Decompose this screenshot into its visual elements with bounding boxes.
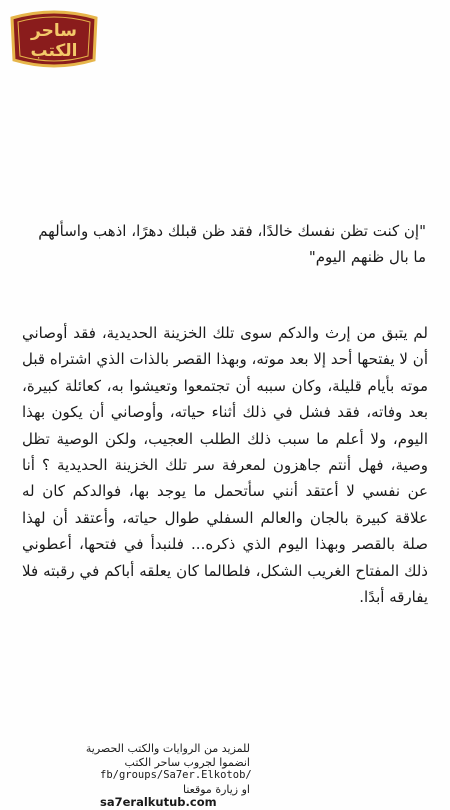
site-logo [8, 8, 100, 70]
promo-footer [85, 742, 252, 810]
paragraph-text: لم يتبق من إرث والدكم سوى تلك الخزينة الحديدية، فقد أوصاني أن لا يفتحها أحد إلا بعد موته، وبهذا القصر بالذات الذي اشتراه قبل موته بأيام قليلة، وكان سببه أن تجتمعوا وتعيشوا به، كعائلة كبيرة، بعد وفاته، فقد فشل في ذلك أثناء حياته، وأوصاني أن يكون بهذا اليوم، ولا أعلم ما سبب ذلك الطلب العجيب، ولكن الوصية تظل وصية، فهل أنتم جاهزون لمعرفة سر تلك الخزينة الحديدية ؟ أنا عن نفسي لا أعتقد أنني سأتحمل ما يوجد بها، فوالدكم كان له علاقة كبيرة بالجان والعالم السفلي طوال حياته، وأعتقد أن لهذا صلة بالقصر وبهذا اليوم الذي ذكره... فلنبدأ في فتحها، أعطوني ذلك المفتاح الغريب الشكل، فلطالما كان يعلقه أباكم في رقبته فلا يفارقه أبدًا. [22, 324, 428, 607]
website-link[interactable]: sa7eralkutub.com [100, 795, 217, 809]
story-paragraph [22, 320, 428, 610]
svg-text:الكتب: الكتب [30, 41, 78, 61]
facebook-group-link[interactable]: fb/groups/Sa7er.Elkotob/ [100, 769, 252, 781]
footer-line-more: للمزيد من الروايات والكتب الحصرية [85, 742, 250, 755]
svg-text:ساحر: ساحر [31, 21, 77, 41]
quote-line-1: "إن كنت تظن نفسك خالدًا، فقد ظن قبلك دهرًا، اذهب واسألهم [38, 222, 426, 240]
opening-quote [24, 218, 426, 270]
footer-line-visit: او زيارة موقعنا [183, 782, 250, 796]
footer-line-join: انضموا لجروب ساحر الكتب [124, 755, 250, 769]
quote-line-2: ما بال ظنهم اليوم" [308, 248, 426, 266]
